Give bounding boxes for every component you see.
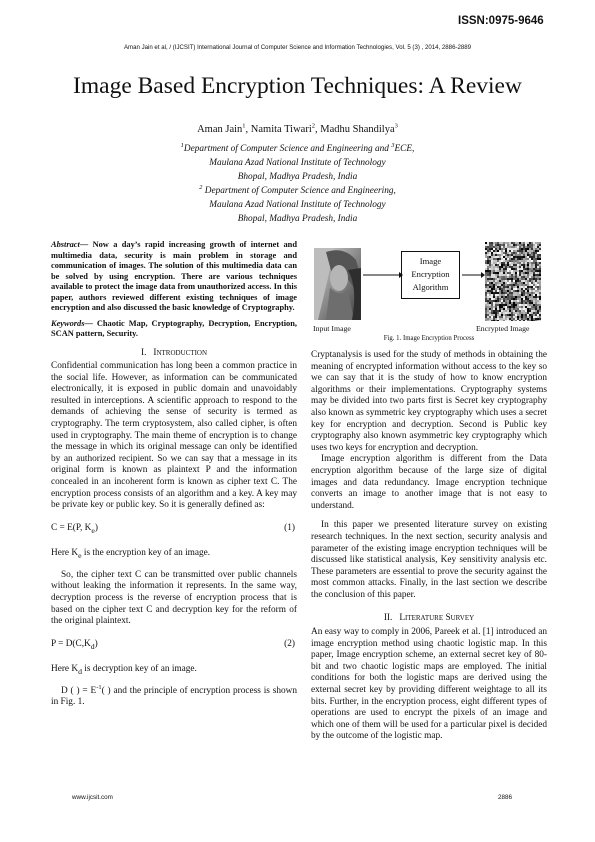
- box-text: Image: [419, 256, 442, 266]
- paragraph-subscript: d: [78, 667, 82, 676]
- encrypted-image-label: Encrypted Image: [476, 324, 530, 333]
- box-text: Algorithm: [412, 282, 449, 292]
- affiliation-1: [0, 142, 595, 184]
- equation-text: ): [94, 638, 98, 649]
- affiliation-text: Department of Computer Science and Engineering,: [202, 186, 396, 196]
- right-paragraph-3: In this paper we presented literature survey on existing research techniques. In the next section, security analysis and parameter of the existing image encryption techniques will be discussed like statistical analysis, Key sensitivity analysis etc. These parameters are essential to prove the security against the most common attacks. Finally, in the last section we describe the conclusion of this paper.: [311, 520, 547, 600]
- running-head: Aman Jain et al, / (IJCSIT) International Journal of Computer Science and Information Technologies, Vol. 5 (3) , 2014, 2886-2889: [123, 44, 472, 51]
- equation-text: C = E(P, K: [51, 522, 92, 533]
- input-image-label: Input Image: [313, 324, 351, 333]
- equation-subscript: d: [90, 641, 95, 651]
- author-mark: 2: [311, 122, 316, 130]
- affiliation-mark: 1: [180, 141, 184, 149]
- figure-1: [311, 240, 547, 346]
- page-number: 2886: [498, 794, 513, 801]
- author-name: Aman Jain: [197, 124, 243, 135]
- equation-1: [51, 523, 297, 536]
- paragraph-subscript: e: [78, 551, 82, 561]
- affiliation-mark: 2: [199, 183, 203, 191]
- author-name: Namita Tiwari: [250, 124, 312, 135]
- paragraph-text: Here K: [51, 548, 79, 559]
- box-text: Encryption: [411, 269, 450, 279]
- affiliation-location: Bhopal, Madhya Pradesh, India: [237, 214, 358, 224]
- section-number: II.: [383, 613, 393, 624]
- author-mark: 3: [394, 122, 398, 130]
- affiliation-mark: 3: [391, 141, 395, 149]
- encrypted-image: [485, 242, 541, 321]
- section-title: Introduction: [153, 347, 208, 358]
- paragraph-text: Here K: [51, 664, 79, 675]
- left-column: [51, 240, 297, 709]
- affiliation-institute: Maulana Azad National Institute of Technology: [209, 200, 386, 210]
- section-heading-introduction: [51, 348, 297, 360]
- intro-paragraph-5: [51, 683, 298, 709]
- keywords-label: Keywords—: [51, 318, 93, 328]
- author-name: Madhu Shandilya: [320, 124, 395, 135]
- keywords-text: Chaotic Map, Cryptography, Decryption, Encryption, SCAN pattern, Security.: [51, 318, 297, 338]
- paragraph-text: is decryption key of an image.: [81, 664, 197, 675]
- keywords: [51, 319, 297, 340]
- equation-text: ): [94, 522, 98, 533]
- affiliation-2: [0, 184, 595, 226]
- paragraph-text: is the encryption key of an image.: [81, 548, 211, 559]
- paragraph-superscript: -1: [96, 683, 102, 691]
- equation-subscript: e: [91, 525, 95, 535]
- equation-number: (2): [284, 638, 295, 649]
- footer-site: www.ijcsit.com: [72, 794, 113, 801]
- right-paragraph-2: Image encryption algorithm is different from the Data encryption algorithm because of the large size of digital images and data redundancy. Image encryption technique converts an image to another image that is not easy to understand.: [311, 454, 547, 511]
- paragraph-text: ( ) and the principle of encryption process is shown in Fig. 1.: [51, 685, 298, 708]
- section-number: I.: [140, 347, 147, 358]
- algorithm-box: [401, 251, 460, 299]
- author-mark: 1: [242, 122, 246, 130]
- intro-paragraph-1: Confidential communication has long been a common practice in the social life. However, as information can be communicated electronically, it is exposed in public domain and unavoidably resulted in interceptions. A scientific approach to respond to the demands of achieving the sense of security is termed as cryptography. The term cryptosystem, also called cipher, is often used in cryptography. The main theme of encryption is to change the message in which its original message can only be identified by an authorized recipient. So we can say that a message in its original form is known as plaintext P and the information concealed in an incoherent form is known as cipher text C. The encryption process consists of an algorithm and a key. A key may be private key or public key. So it is generally defined as:: [51, 361, 297, 511]
- right-paragraph-1: Cryptanalysis is used for the study of methods in obtaining the meaning of encrypted information without access to the key so we can say that it is the study of how to know encryption algorithms or their implementations. Cryptography systems may be divided into two parts first is Secret key cryptography also known as symmetric key cryptography which uses a secret key for encryption and decryption. Second is Public key cryptography also known asymmetric key cryptography which uses two keys for encryption and decryption.: [311, 350, 547, 453]
- intro-paragraph-3: So, the cipher text C can be transmitted over public channels without leaking the information it represents. In the same way, decryption process is the reverse of encryption process that is based on the cipher text C and decryption key for the reform of the original plaintext.: [51, 569, 297, 627]
- intro-paragraph-4: [51, 664, 297, 677]
- abstract-label: Abstract—: [51, 240, 89, 249]
- paper-title: Image Based Encryption Techniques: A Review: [73, 73, 522, 99]
- section-heading-literature-survey: [311, 613, 547, 625]
- abstract: [51, 240, 297, 314]
- affiliation-location: Bhopal, Madhya Pradesh, India: [237, 172, 358, 182]
- equation-2: [51, 639, 297, 652]
- equation-text: P = D(C,K: [51, 638, 91, 649]
- literature-paragraph-1: An easy way to comply in 2006, Pareek et al. [1] introduced an image encryption method using chaotic logistic map. In this paper, Image encryption scheme, an external secret key of 80-bit and two chaotic logistic maps are employed. The initial conditions for both the logistic maps are derived using the external secret key by providing different weightage to all its bits. Further, in the encryption process, eight different types of operations are used to encrypt the pixels of an image and which one of them will be used for a particular pixel is decided by the outcome of the logistic map.: [311, 627, 547, 742]
- right-column: [311, 350, 547, 743]
- author-list: Aman Jain$^1$, Namita Tiwari$^2$, Madhu Shandilya$^3$: [197, 122, 398, 135]
- affiliation-institute: Maulana Azad National Institute of Technology: [209, 158, 386, 168]
- figure-caption: Fig. 1. Image Encryption Process: [383, 335, 475, 342]
- issn-label: ISSN:0975-9646: [458, 15, 544, 27]
- affiliation-text: ECE,: [394, 144, 415, 154]
- paragraph-text: D ( ) = E: [61, 685, 97, 696]
- section-title: Literature Survey: [399, 613, 475, 624]
- affiliation-text: Department of Computer Science and Engineering and: [183, 144, 392, 154]
- equation-number: (1): [284, 522, 295, 533]
- abstract-text: Now a day’s rapid increasing growth of internet and multimedia data, security is main problem in storage and communication of images. The solution of this multimedia data can be solved by using encryption. There are various techniques available to protect the image data from unauthorized access. In this paper, authors reviewed different existing techniques of image encryption and also discussed the basic knowledge of Cryptography.: [51, 240, 297, 312]
- intro-paragraph-2: [51, 548, 297, 561]
